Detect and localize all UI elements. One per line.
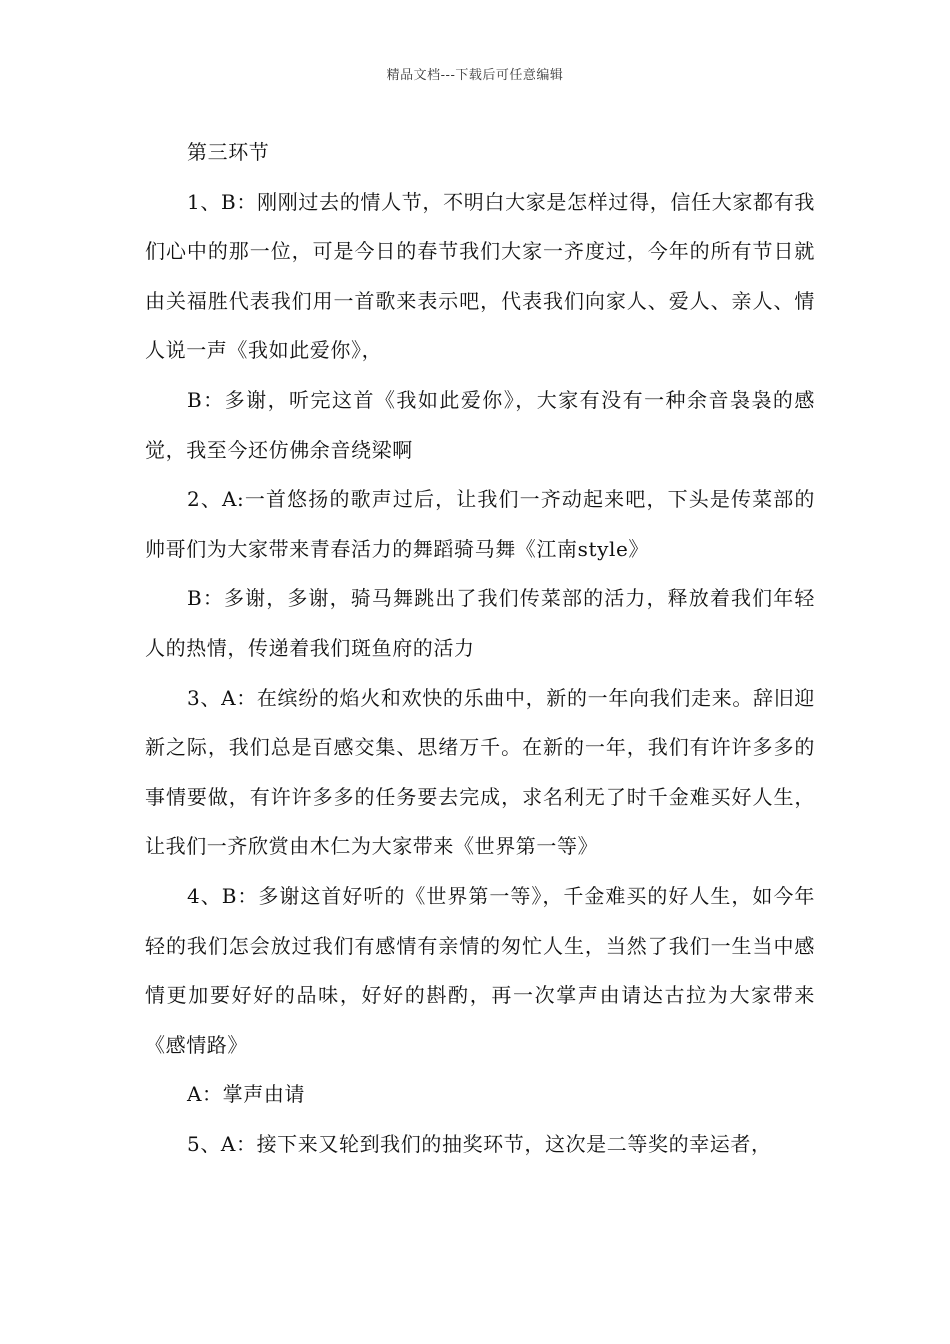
section-title: 第三环节 bbox=[187, 140, 270, 164]
paragraph: B：多谢，多谢，骑马舞跳出了我们传菜部的活力，释放着我们年轻人的热情，传递着我们斑鱼府的活力 bbox=[145, 586, 815, 660]
page-header: 精品文档---下载后可任意编辑 bbox=[386, 68, 564, 83]
paragraph: 5、A：接下来又轮到我们的抽奖环节，这次是二等奖的幸运者， bbox=[187, 1131, 772, 1156]
document-body bbox=[145, 128, 815, 1169]
paragraph: 4、B：多谢这首好听的《世界第一等》，千金难买的好人生，如今年轻的我们怎会放过我们有感情有亲情的匆忙人生，当然了我们一生当中感情更加要好好的品味，好好的斟酌，再一次掌声由请达古拉为大家带来《感情路》 bbox=[145, 883, 815, 1057]
paragraph: 2、A:一首悠扬的歌声过后，让我们一齐动起来吧，下头是传菜部的帅哥们为大家带来青春活力的舞蹈骑马舞《江南style》 bbox=[145, 487, 815, 561]
paragraph: B：多谢，听完这首《我如此爱你》，大家有没有一种余音袅袅的感觉，我至今还仿佛余音绕梁啊 bbox=[145, 387, 815, 462]
paragraph: 3、A：在缤纷的焰火和欢快的乐曲中，新的一年向我们走来。辞旧迎新之际，我们总是百感交集、思绪万千。在新的一年，我们有许许多多的事情要做，有许许多多的任务要去完成，求名利无了时千金难买好人生，让我们一齐欣赏由木仁为大家带来《世界第一等》 bbox=[145, 685, 815, 859]
paragraph: 1、B：刚刚过去的情人节，不明白大家是怎样过得，信任大家都有我们心中的那一位，可是今日的春节我们大家一齐度过，今年的所有节日就由关福胜代表我们用一首歌来表示吧，代表我们向家人、爱人、亲人、情人说一声《我如此爱你》， bbox=[145, 189, 815, 363]
paragraph: A：掌声由请 bbox=[187, 1082, 306, 1107]
